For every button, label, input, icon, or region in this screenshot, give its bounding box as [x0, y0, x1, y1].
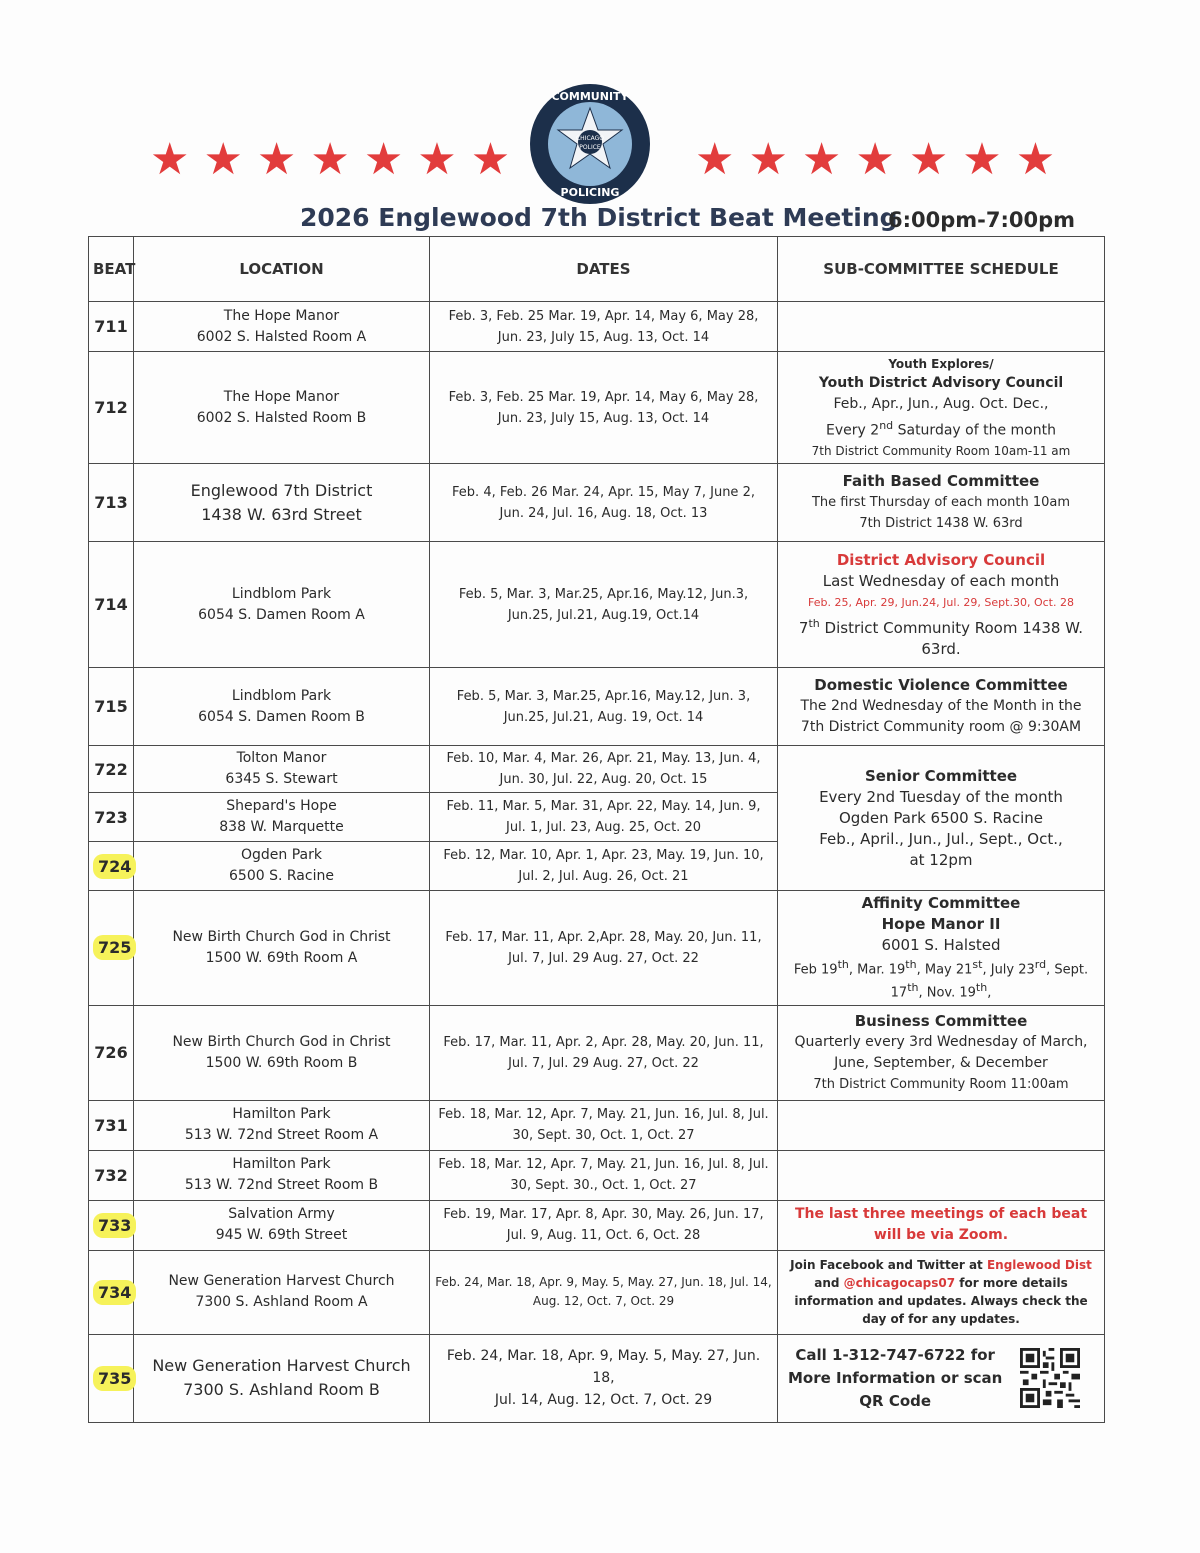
dates-cell [430, 746, 778, 793]
table-row [89, 668, 1105, 746]
faith-l3: 7th District 1438 W. 63rd [859, 516, 1023, 531]
beat-highlight: 724 [93, 854, 136, 879]
dates-line: Feb. 3, Feb. 25 Mar. 19, Apr. 14, May 6, May 28, [448, 389, 759, 405]
location-name: The Hope Manor [223, 388, 340, 405]
header-subcommittee: SUB-COMMITTEE SCHEDULE [778, 237, 1105, 302]
affinity-s1: th [837, 958, 849, 971]
social-media-cell [778, 1250, 1105, 1334]
affinity-d6: 17 [890, 985, 908, 1001]
star-icon: ★ [256, 134, 297, 185]
beat-highlight: 725 [93, 935, 136, 960]
location-cell [134, 352, 430, 464]
beat-number-highlighted [89, 1200, 134, 1250]
affinity-s7: th [975, 981, 988, 995]
dates-line: Feb. 24, Mar. 18, Apr. 9, May. 5, May. 27, Jun. 18, [446, 1348, 761, 1387]
youth-l4a: Every 2 [826, 422, 880, 439]
star-icon: ★ [470, 134, 511, 185]
beat-number-highlighted [89, 891, 134, 1006]
senior-l5: at 12pm [909, 850, 973, 869]
location-address: 6500 S. Racine [229, 868, 334, 884]
dates-cell [430, 1250, 778, 1334]
social-text-a: Join Facebook and Twitter at [790, 1258, 987, 1273]
star-icon: ★ [310, 134, 350, 185]
location-name: Tolton Manor [236, 750, 327, 766]
affinity-d1: Feb 19 [793, 962, 838, 978]
location-name: Ogden Park [241, 847, 322, 863]
location-address: 6054 S. Damen Room A [198, 606, 365, 623]
table-row [89, 891, 1105, 1006]
dates-cell [430, 1150, 778, 1200]
location-name: Lindblom Park [231, 687, 332, 704]
youth-l1: Youth Explores/ [888, 357, 994, 372]
star-icon: ★ [855, 134, 895, 185]
location-name: Hamilton Park [232, 1156, 331, 1173]
location-address: 513 W. 72nd Street Room B [184, 1177, 379, 1194]
location-address: 513 W. 72nd Street Room A [184, 1127, 379, 1144]
dac-l1: District Advisory Council [836, 550, 1046, 569]
badge-top-text: COMMUNITY [551, 90, 629, 103]
affinity-d8: , [987, 985, 992, 1001]
star-icon: ★ [695, 134, 735, 185]
table-row [89, 1334, 1105, 1422]
star-icon: ★ [1015, 134, 1056, 185]
senior-l1: Senior Committee [864, 766, 1018, 785]
faith-l2: The first Thursday of each month 10am [811, 495, 1071, 510]
twitter-link[interactable]: @chicagocaps07 [843, 1276, 956, 1291]
table-row [89, 542, 1105, 668]
location-cell [134, 793, 430, 842]
dates-line: Feb. 24, Mar. 18, Apr. 9, May. 5, May. 27, Jun. 18, Jul. 14, [435, 1275, 772, 1290]
faith-committee-cell [778, 464, 1105, 542]
location-name: New Generation Harvest Church [152, 1356, 411, 1376]
dv-l3: 7th District Community room @ 9:30AM [800, 719, 1082, 735]
beat-number: 714 [89, 542, 134, 668]
location-cell [134, 1005, 430, 1100]
beat-number-highlighted [89, 1334, 134, 1422]
dates-cell [430, 891, 778, 1006]
dates-cell [430, 1334, 778, 1422]
location-name: New Birth Church God in Christ [172, 1033, 391, 1050]
location-cell [134, 1100, 430, 1150]
dates-line: Jun. 23, July 15, Aug. 13, Oct. 14 [497, 410, 710, 426]
dates-line: Jul. 2, Jul. Aug. 26, Oct. 21 [518, 869, 689, 884]
beat-number: 722 [89, 746, 134, 793]
dates-line: 30, Sept. 30., Oct. 1, Oct. 27 [510, 1178, 697, 1194]
youth-l4 [782, 415, 1100, 442]
page-title: 2026 Englewood 7th District Beat Meeting [300, 203, 898, 232]
dates-cell [430, 352, 778, 464]
table-row [89, 746, 1105, 793]
business-committee-cell [778, 1005, 1105, 1100]
location-cell [134, 891, 430, 1006]
affinity-d2: , Mar. 19 [848, 962, 906, 978]
star-icon: ★ [363, 134, 404, 185]
header-beat: BEAT [89, 237, 134, 302]
location-name: Lindblom Park [231, 585, 332, 602]
dac-l2: Last Wednesday of each month [822, 571, 1060, 590]
location-address: 6345 S. Stewart [225, 771, 338, 787]
location-cell [134, 842, 430, 891]
location-name: Salvation Army [228, 1206, 335, 1223]
dates-line: Feb. 5, Mar. 3, Mar.25, Apr.16, May.12, Jun. 3, [456, 688, 751, 704]
senior-l4: Feb., April., Jun., Jul., Sept., Oct., [819, 829, 1063, 848]
location-address: 7300 S. Ashland Room B [183, 1380, 380, 1400]
location-cell [134, 1334, 430, 1422]
beat-meeting-table [88, 236, 1105, 1423]
beat-number: 723 [89, 793, 134, 842]
dates-line: Feb. 3, Feb. 25 Mar. 19, Apr. 14, May 6, May 28, [448, 308, 759, 324]
subcommittee-cell-empty [778, 302, 1105, 352]
contact-wrap [782, 1344, 1100, 1413]
star-icon: ★ [417, 134, 457, 185]
affinity-l1: Affinity Committee [861, 894, 1021, 912]
dac-l3: Feb. 25, Apr. 29, Jun.24, Jul. 29, Sept.30, Oct. 28 [808, 595, 1074, 609]
header-location: LOCATION [134, 237, 430, 302]
youth-l4b: Saturday of the month [893, 422, 1056, 439]
subcommittee-cell-empty [778, 1100, 1105, 1150]
senior-committee-cell [778, 746, 1105, 891]
affinity-s2: th [905, 958, 917, 971]
qr-code-icon[interactable] [1020, 1347, 1080, 1409]
dates-line: Feb. 4, Feb. 26 Mar. 24, Apr. 15, May 7, June 2, [452, 484, 755, 500]
beat-number: 711 [89, 302, 134, 352]
dates-line: Feb. 18, Mar. 12, Apr. 7, May. 21, Jun. 16, Jul. 8, Jul. [438, 1157, 769, 1173]
business-l2: Quarterly every 3rd Wednesday of March, [794, 1033, 1088, 1050]
zoom-notice: The last three meetings of each beat will be via Zoom. [778, 1200, 1105, 1250]
affinity-d5: , Sept. [1046, 962, 1089, 978]
dates-cell [430, 302, 778, 352]
location-address: 1438 W. 63rd Street [201, 504, 362, 524]
location-name: New Generation Harvest Church [168, 1273, 395, 1290]
dates-cell [430, 1200, 778, 1250]
dv-l1: Domestic Violence Committee [814, 676, 1068, 694]
location-address: 1500 W. 69th Room B [205, 1054, 358, 1071]
youth-l2: Youth District Advisory Council [818, 375, 1064, 392]
dates-line: Jun.25, Jul.21, Aug.19, Oct.14 [507, 607, 700, 623]
dates-line: Aug. 12, Oct. 7, Oct. 29 [532, 1294, 675, 1309]
location-cell [134, 668, 430, 746]
beat-highlight: 735 [93, 1366, 136, 1391]
location-name: Englewood 7th District [190, 480, 373, 500]
affinity-l3: 6001 S. Halsted [881, 936, 1001, 954]
dates-cell [430, 1005, 778, 1100]
dates-cell [430, 464, 778, 542]
call-text [788, 1344, 1002, 1413]
location-address: 6054 S. Damen Room B [198, 708, 365, 725]
star-row-left [150, 134, 511, 185]
table-row [89, 1100, 1105, 1150]
beat-highlight: 734 [93, 1280, 136, 1305]
beat-number-highlighted [89, 842, 134, 891]
table-row [89, 352, 1105, 464]
dates-line: Jul. 9, Aug. 11, Oct. 6, Oct. 28 [506, 1228, 701, 1244]
location-cell [134, 542, 430, 668]
dates-cell [430, 668, 778, 746]
dates-cell [430, 542, 778, 668]
dates-line: Feb. 5, Mar. 3, Mar.25, Apr.16, May.12, Jun.3, [458, 586, 749, 602]
business-l4: 7th District Community Room 11:00am [813, 1076, 1069, 1092]
subcommittee-cell-empty [778, 1150, 1105, 1200]
affinity-committee-cell [778, 891, 1105, 1006]
dac-l5: 63rd. [921, 639, 961, 658]
location-address: 6002 S. Halsted Room A [196, 328, 367, 345]
location-name: The Hope Manor [223, 307, 340, 324]
domestic-violence-cell [778, 668, 1105, 746]
table-row [89, 1250, 1105, 1334]
affinity-d3: , May 21 [916, 962, 973, 978]
business-l3: June, September, & December [834, 1054, 1048, 1071]
call-l2: More Information or scan [788, 1368, 1003, 1387]
star-icon: ★ [150, 134, 190, 185]
location-cell [134, 302, 430, 352]
star-icon: ★ [748, 134, 788, 185]
contact-cell [778, 1334, 1105, 1422]
faith-l1: Faith Based Committee [842, 472, 1040, 490]
beat-number: 712 [89, 352, 134, 464]
location-address: 838 W. Marquette [219, 819, 344, 835]
affinity-s3: st [972, 958, 983, 971]
dates-line: Feb. 18, Mar. 12, Apr. 7, May. 21, Jun. 16, Jul. 8, Jul. [438, 1107, 769, 1123]
star-row-right [695, 134, 1056, 185]
social-text-c: and [814, 1276, 844, 1291]
youth-l4sup: nd [879, 419, 894, 433]
table-row [89, 1200, 1105, 1250]
location-address: 945 W. 69th Street [215, 1227, 348, 1244]
header-dates: DATES [430, 237, 778, 302]
dates-cell [430, 1100, 778, 1150]
dates-line: Jul. 7, Jul. 29 Aug. 27, Oct. 22 [508, 950, 699, 966]
dates-line: Feb. 19, Mar. 17, Apr. 8, Apr. 30, May. 26, Jun. 17, [443, 1207, 764, 1223]
district-advisory-cell [778, 542, 1105, 668]
table-row [89, 302, 1105, 352]
dates-line: Feb. 17, Mar. 11, Apr. 2,Apr. 28, May. 20, Jun. 11, [445, 929, 762, 945]
beat-number: 732 [89, 1150, 134, 1200]
beat-number: 713 [89, 464, 134, 542]
youth-l5: 7th District Community Room 10am-11 am [811, 443, 1071, 458]
table-header-row [89, 237, 1105, 302]
call-l1: Call 1-312-747-6722 for [795, 1345, 995, 1364]
star-icon: ★ [962, 134, 1002, 185]
meeting-time: 6:00pm-7:00pm [888, 208, 1076, 232]
table-row [89, 464, 1105, 542]
location-cell [134, 1200, 430, 1250]
location-cell [134, 464, 430, 542]
senior-l3: Ogden Park 6500 S. Racine [839, 808, 1043, 827]
dates-line: 30, Sept. 30, Oct. 1, Oct. 27 [512, 1128, 695, 1144]
location-cell [134, 746, 430, 793]
location-address: 1500 W. 69th Room A [205, 949, 358, 966]
beat-number: 731 [89, 1100, 134, 1150]
location-address: 7300 S. Ashland Room A [195, 1294, 368, 1311]
affinity-s4: rd [1034, 958, 1047, 971]
location-name: New Birth Church God in Christ [172, 928, 391, 945]
youth-committee-cell [778, 352, 1105, 464]
beat-number-highlighted [89, 1250, 134, 1334]
dates-line: Feb. 17, Mar. 11, Apr. 2, Apr. 28, May. 20, Jun. 11, [443, 1034, 764, 1050]
beat-highlight: 733 [93, 1213, 136, 1238]
badge-bottom-text: POLICING [560, 186, 620, 199]
beat-number: 715 [89, 668, 134, 746]
table-row [89, 1150, 1105, 1200]
senior-l2: Every 2nd Tuesday of the month [819, 787, 1063, 806]
dates-line: Jun. 24, Jul. 16, Aug. 18, Oct. 13 [499, 505, 708, 521]
youth-l3: Feb., Apr., Jun., Aug. Oct. Dec., [833, 396, 1049, 413]
location-address: 6002 S. Halsted Room B [196, 409, 367, 426]
affinity-d4: , July 23 [982, 962, 1035, 978]
table-row [89, 1005, 1105, 1100]
dac-l4sup: th [808, 616, 820, 630]
social-text-e: for more details information and updates. Always check the day of for any updates. [794, 1276, 1088, 1327]
dates-line: Jul. 14, Aug. 12, Oct. 7, Oct. 29 [494, 1392, 713, 1409]
dates-line: Jul. 1, Jul. 23, Aug. 25, Oct. 20 [506, 820, 701, 835]
dv-l2: The 2nd Wednesday of the Month in the [800, 698, 1082, 714]
beat-number: 726 [89, 1005, 134, 1100]
dates-line: Jun. 30, Jul. 22, Aug. 20, Oct. 15 [499, 772, 708, 787]
dac-l4 [782, 613, 1100, 639]
dates-line: Feb. 10, Mar. 4, Mar. 26, Apr. 21, May. 13, Jun. 4, [446, 751, 761, 766]
location-name: Shepard's Hope [226, 798, 337, 814]
dac-l4a: 7 [798, 618, 809, 637]
location-name: Hamilton Park [232, 1106, 331, 1123]
dates-line: Jun.25, Jul.21, Aug. 19, Oct. 14 [503, 709, 704, 725]
star-icon: ★ [908, 134, 949, 185]
location-cell [134, 1150, 430, 1200]
dates-line: Jul. 7, Jul. 29 Aug. 27, Oct. 22 [508, 1055, 699, 1071]
affinity-d7: , Nov. 19 [918, 985, 976, 1001]
star-icon: ★ [203, 134, 243, 185]
badge-center-top: CHICAGO [575, 135, 605, 142]
affinity-s6: th [907, 981, 919, 995]
facebook-link[interactable]: Englewood Dist [986, 1258, 1092, 1273]
affinity-dates [782, 956, 1100, 1003]
affinity-l2: Hope Manor II [881, 915, 1001, 933]
dates-line: Jun. 23, July 15, Aug. 13, Oct. 14 [497, 329, 710, 345]
call-l3: QR Code [859, 1391, 932, 1410]
dates-line: Feb. 11, Mar. 5, Mar. 31, Apr. 22, May. 14, Jun. 9, [446, 799, 761, 814]
location-cell [134, 1250, 430, 1334]
dates-line: Feb. 12, Mar. 10, Apr. 1, Apr. 23, May. 19, Jun. 10, [443, 848, 764, 863]
badge-center-bottom: POLICE [579, 144, 601, 151]
dates-cell [430, 842, 778, 891]
star-icon: ★ [801, 134, 842, 185]
dates-cell [430, 793, 778, 842]
business-l1: Business Committee [854, 1011, 1028, 1030]
community-policing-badge [528, 82, 652, 206]
dac-l4b: District Community Room 1438 W. [819, 618, 1084, 637]
